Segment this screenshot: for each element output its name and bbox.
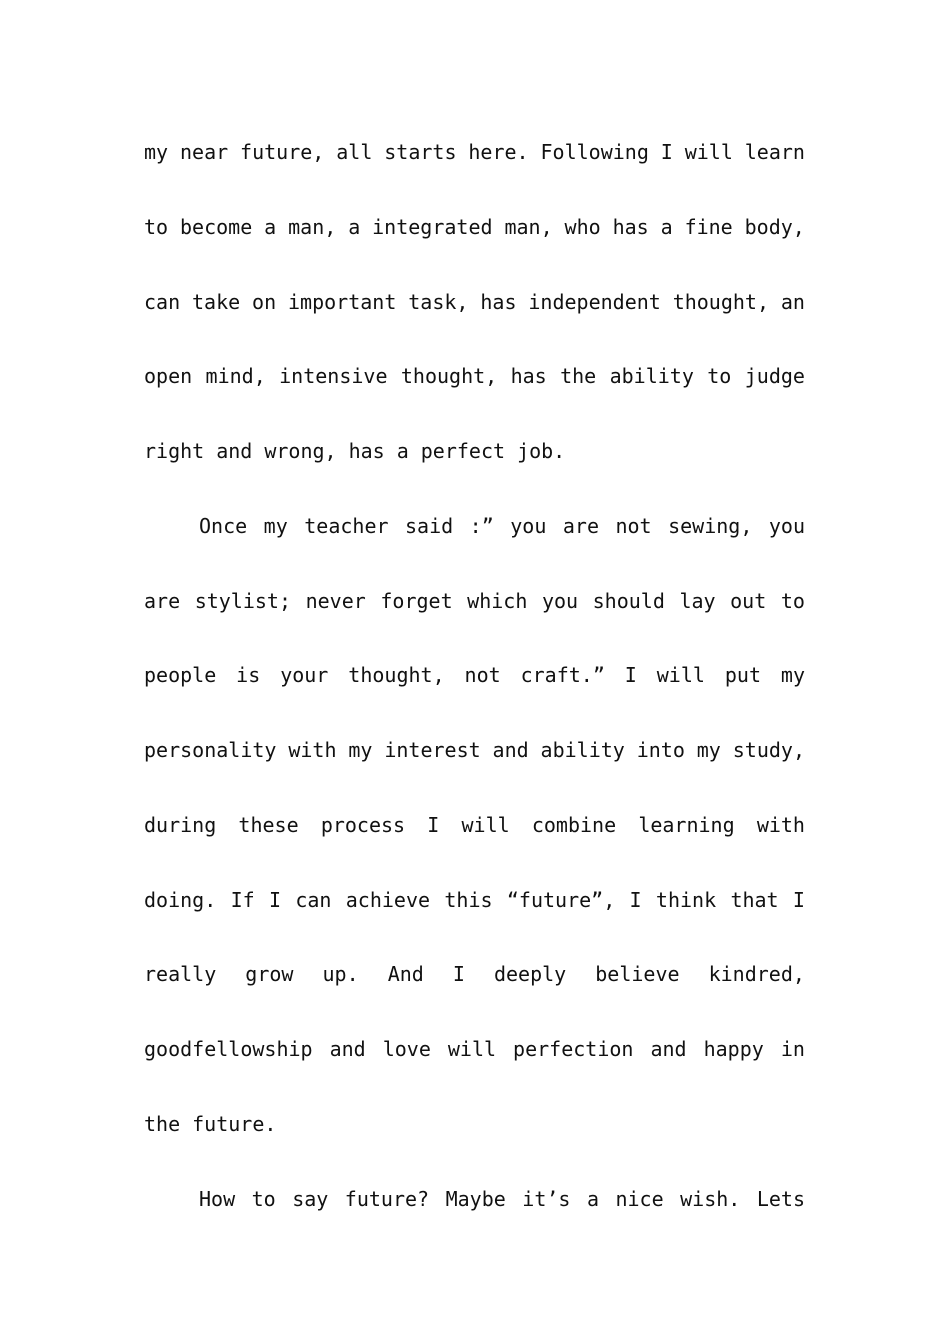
word: right	[144, 439, 205, 463]
word: has	[612, 214, 649, 239]
word: Lets	[756, 1186, 805, 1211]
word: goodfellowship	[144, 1037, 313, 1061]
text-line	[144, 344, 805, 419]
word: teacher	[304, 513, 389, 538]
word: starts	[384, 140, 457, 164]
text-line	[144, 643, 805, 718]
word: and	[329, 1037, 366, 1061]
word: wrong,	[264, 439, 337, 463]
word: open	[144, 364, 193, 389]
word: body,	[744, 214, 805, 239]
word: ability	[609, 364, 694, 389]
word: not	[615, 513, 652, 538]
word: a	[660, 214, 673, 239]
word: and	[216, 439, 253, 463]
word: has	[510, 364, 547, 389]
word: to	[251, 1186, 276, 1211]
word: kindred,	[708, 962, 805, 987]
word: perfection	[513, 1037, 634, 1061]
text-line	[144, 569, 805, 644]
word: you	[510, 513, 547, 538]
word: job.	[517, 439, 566, 463]
word: really	[144, 962, 217, 987]
word: future,	[240, 140, 325, 164]
word: with	[288, 738, 337, 762]
word: wish.	[680, 1186, 741, 1211]
word: intensive	[279, 364, 388, 389]
word: I	[660, 140, 673, 164]
word: will	[447, 1037, 497, 1061]
word: important	[288, 289, 397, 314]
text-line	[144, 868, 805, 943]
word: a	[586, 1186, 599, 1211]
word: a	[396, 439, 409, 463]
word: take	[192, 289, 241, 314]
word: craft.”	[520, 663, 605, 688]
word: doing.	[144, 887, 217, 912]
word: fine	[684, 214, 733, 239]
word: has	[480, 289, 517, 314]
word: stylist;	[194, 588, 292, 613]
word: future.	[192, 1111, 277, 1136]
word: to	[144, 214, 169, 239]
word: I	[452, 962, 465, 987]
word: interest	[384, 738, 481, 762]
body-text	[144, 120, 805, 1241]
word: perfect	[420, 439, 506, 463]
word: process	[320, 812, 406, 837]
word: and	[492, 738, 529, 762]
word: to	[780, 588, 805, 613]
word: is	[236, 663, 261, 688]
word: people	[144, 663, 217, 688]
word: the	[560, 364, 597, 389]
text-line	[144, 942, 805, 1017]
word: mind,	[205, 364, 266, 389]
word: future?	[344, 1186, 430, 1211]
word: my	[263, 513, 288, 538]
word: independent	[528, 289, 661, 314]
word: happy	[703, 1037, 764, 1061]
word: never	[305, 588, 366, 613]
word: are	[144, 588, 181, 613]
word: it’s	[522, 1186, 571, 1211]
word: achieve	[345, 887, 431, 912]
word: up.	[322, 962, 359, 987]
word: a	[264, 214, 277, 239]
word: forget	[380, 588, 453, 613]
word: combine	[531, 812, 617, 837]
word: here.	[468, 140, 529, 164]
word: my	[348, 738, 373, 762]
word: :”	[469, 513, 494, 538]
text-line	[144, 120, 805, 195]
text-line	[144, 419, 805, 494]
word: has	[348, 439, 385, 463]
word: will	[461, 812, 510, 837]
word: I	[427, 812, 440, 837]
word: you	[541, 588, 579, 613]
word: I	[624, 663, 637, 688]
word: my	[696, 738, 721, 762]
word: put	[724, 663, 761, 688]
word: believe	[595, 962, 680, 987]
word: If	[230, 887, 255, 912]
word: which	[467, 588, 528, 613]
word: these	[238, 812, 299, 837]
word: will	[656, 663, 705, 688]
word: will	[684, 140, 733, 164]
word: Following	[540, 140, 649, 164]
word: learn	[744, 140, 805, 164]
word: How	[199, 1186, 236, 1211]
word: near	[179, 140, 229, 164]
word: man,	[504, 214, 553, 239]
word: that	[730, 887, 779, 912]
text-line	[144, 793, 805, 868]
word: think	[655, 887, 717, 912]
text-line	[144, 195, 805, 270]
word: And	[387, 962, 424, 987]
word: my	[780, 663, 805, 688]
word: Maybe	[445, 1186, 506, 1211]
word: study,	[732, 738, 805, 762]
word: I	[629, 887, 642, 912]
text-line	[144, 718, 805, 793]
word: I	[268, 887, 282, 912]
text-line	[144, 1017, 805, 1092]
word: sewing,	[668, 513, 753, 538]
word: in	[780, 1037, 805, 1061]
word: all	[336, 140, 373, 164]
word: “future”,	[506, 887, 616, 912]
word: an	[780, 289, 805, 314]
word: the	[144, 1111, 181, 1136]
word: thought,	[672, 289, 770, 314]
word: love	[382, 1037, 431, 1061]
word: with	[756, 812, 805, 837]
word: my	[144, 140, 169, 164]
word: you	[768, 513, 805, 538]
word: your	[280, 663, 329, 688]
word: who	[564, 214, 601, 239]
word: ability	[540, 738, 625, 762]
word: into	[636, 738, 685, 762]
word: judge	[744, 364, 805, 389]
word: out	[730, 588, 767, 613]
word: say	[292, 1186, 329, 1211]
word: on	[252, 289, 277, 314]
word: grow	[245, 962, 294, 987]
word: lay	[679, 588, 716, 613]
word: man,	[288, 214, 337, 239]
word: can	[295, 887, 332, 912]
word: task,	[408, 289, 469, 314]
word: this	[444, 887, 493, 912]
text-line	[144, 1092, 805, 1167]
text-line	[144, 1167, 805, 1242]
text-line	[144, 494, 805, 569]
word: said	[405, 513, 454, 538]
word: should	[592, 588, 665, 613]
word: thought,	[348, 663, 445, 688]
word: a	[348, 214, 361, 239]
word: are	[562, 513, 599, 538]
text-line	[144, 270, 805, 345]
word: thought,	[400, 364, 498, 389]
word: to	[707, 364, 732, 389]
word: Once	[199, 513, 248, 538]
word: learning	[638, 812, 735, 837]
word: personality	[144, 738, 277, 762]
word: and	[650, 1037, 687, 1061]
word: integrated	[372, 214, 493, 239]
word: can	[144, 289, 181, 314]
word: not	[464, 663, 501, 688]
word: I	[792, 887, 805, 912]
word: become	[180, 214, 253, 239]
word: during	[144, 812, 217, 837]
word: deeply	[493, 962, 567, 987]
word: nice	[615, 1186, 664, 1211]
